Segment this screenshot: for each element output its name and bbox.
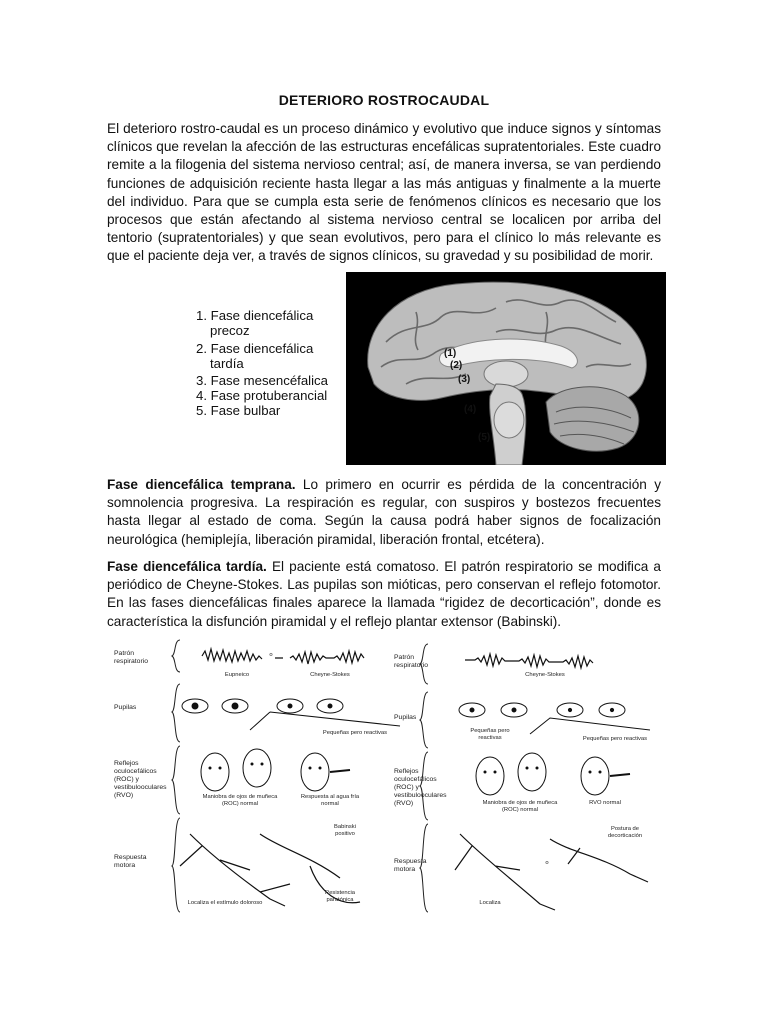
right-label-roc: Reflejos oculocefálicos (ROC) y vestibulooculares (RVO) bbox=[394, 768, 447, 807]
right-pupil-cap-1: Pequeñas pero reactivas bbox=[470, 728, 510, 741]
phase-list-item: 1. Fase diencefálica bbox=[196, 308, 314, 323]
phase-list bbox=[190, 272, 346, 465]
late-phase-text: El paciente está comatoso. El patrón respiratorio se modifica a periódico de Cheyne-Stokes. Las pupilas son mióticas, pero conservan el reflejo fotomotor. En las fases diencefálicas finales aparece la llamada “rigidez de decorticación”, donde es característica la disfunción piramidal y el reflejo plantar extensor (Babinski). bbox=[107, 559, 661, 629]
right-roc-cap-2: RVO normal bbox=[589, 800, 621, 806]
early-phase-heading: Fase diencefálica temprana. bbox=[107, 477, 296, 492]
left-resp-cap-2: Cheyne-Stokes bbox=[310, 672, 350, 678]
left-label-roc: Reflejos oculocefálicos (ROC) y vestibulooculares (RVO) bbox=[114, 760, 167, 799]
brain-sagittal-image bbox=[346, 272, 666, 465]
late-phase-heading: Fase diencefálica tardía. bbox=[107, 559, 267, 574]
intro-paragraph: El deterioro rostro-caudal es un proceso dinámico y evolutivo que induce signos y síntomas clínicos que revelan la afección de las estructuras encefálicas supratentoriales. Este cuadro remite a la filogenia del sistema nervioso central; así, de manera inversa, se van perdiendo funciones de adquisición reciente hasta llegar a las más antiguas y finalmente a la muerte del individuo. Para que se cumpla esta serie de fenómenos clínicos es necesario que los procesos que están afectando al sistema nervioso central se localicen por arriba del tentorio (supratentoriales) y que sean evolutivos, pero para el clínico lo más relevante es que el paciente deja ver, a través de signos clínicos, su gravedad y su posibilidad de morir. bbox=[107, 121, 661, 264]
right-label-resp: Patrón respiratorio bbox=[394, 654, 428, 669]
left-motor-cap-2: Localiza el estímulo doloroso bbox=[187, 900, 263, 906]
clinical-signs-drawing bbox=[110, 634, 670, 914]
left-label-motor: Respuesta motora bbox=[114, 854, 147, 869]
late-phase-paragraph bbox=[107, 558, 661, 631]
left-label-pupils: Pupilas bbox=[114, 704, 137, 711]
document-title: DETERIORO ROSTROCAUDAL bbox=[278, 92, 490, 108]
marker-5: (5) bbox=[478, 432, 491, 443]
marker-3: (3) bbox=[458, 374, 471, 385]
left-resp-sep: o bbox=[269, 652, 273, 658]
clinical-signs-figure bbox=[110, 634, 670, 914]
right-motor-sep: o bbox=[545, 860, 549, 866]
left-pupil-cap: Pequeñas pero reactivas bbox=[322, 730, 388, 736]
left-resp-cap-1: Eupneico bbox=[224, 672, 250, 678]
phase-list-item: 4. Fase protuberancial bbox=[196, 388, 328, 403]
left-label-resp: Patrón respiratorio bbox=[114, 650, 148, 665]
left-motor-cap-3: Resistencia paratónica bbox=[325, 890, 355, 903]
right-motor-cap-1: Postura de decorticación bbox=[607, 826, 643, 839]
phase-list-item: precoz bbox=[210, 323, 250, 338]
phase-list-item: 5. Fase bulbar bbox=[196, 403, 281, 418]
right-label-motor: Respuesta motora bbox=[394, 858, 427, 873]
early-phase-text: Lo primero en ocurrir es pérdida de la concentración y somnolencia progresiva. La respiración es regular, con suspiros y bostezos frecuentes hasta llegar al estado de coma. Según la causa podrá haber signos de focalización neurológica (hemiplejía, liberación piramidal, liberación frontal, etcétera). bbox=[107, 477, 661, 547]
right-pupil-cap-2: Pequeñas pero reactivas bbox=[582, 736, 648, 742]
marker-4: (4) bbox=[464, 404, 477, 415]
left-roc-cap-1: Maniobra de ojos de muñeca (ROC) normal bbox=[202, 794, 278, 807]
brain-illustration bbox=[346, 272, 666, 465]
phase-list-item: tardía bbox=[210, 356, 244, 371]
phase-list-item: 2. Fase diencefálica bbox=[196, 341, 314, 356]
right-resp-cap: Cheyne-Stokes bbox=[525, 672, 565, 678]
left-motor-cap-1: Babinski positivo bbox=[334, 824, 356, 837]
marker-1: (1) bbox=[444, 348, 457, 359]
phase-list-item: 3. Fase mesencéfalica bbox=[196, 373, 328, 388]
brain-phases-figure bbox=[190, 272, 666, 465]
right-roc-cap-1: Maniobra de ojos de muñeca (ROC) normal bbox=[482, 800, 558, 813]
marker-2: (2) bbox=[450, 360, 463, 371]
right-label-pupils: Pupilas bbox=[394, 714, 417, 721]
left-roc-cap-2: Respuesta al agua fría normal bbox=[300, 794, 360, 807]
right-motor-cap-2: Localiza bbox=[479, 900, 501, 906]
early-phase-paragraph bbox=[107, 476, 661, 549]
